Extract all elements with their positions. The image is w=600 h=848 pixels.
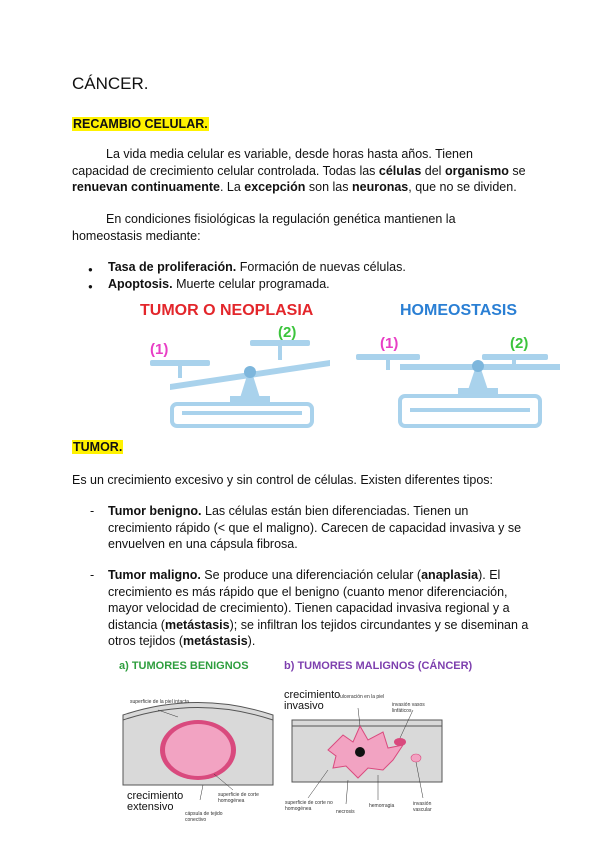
paragraph-homeostasis: En condiciones fisiológicas la regulación genética mantienen la homeostasis mediante: <box>72 212 456 243</box>
label-2-left: (2) <box>278 324 297 341</box>
bullet-list <box>88 259 406 292</box>
item-benigno: - Tumor benigno. Las células están bien diferenciadas. Tienen un crecimiento rápido (< que el maligno). Carecen de capacidad invasiva y se envuelven en una cápsula fibrosa. <box>90 504 522 551</box>
label-hemorrhage: hemorragia <box>369 803 395 809</box>
scales-drawing <box>110 298 560 433</box>
label-cut-nonhomogeneous: superficie de corte no homogénea <box>285 800 333 812</box>
page-title: CÁNCER. <box>72 74 149 93</box>
label-growth-invasive: crecimiento invasivo <box>284 689 341 712</box>
section-heading-tumor: TUMOR. <box>73 440 123 454</box>
label-lymph: invasión vasos linfáticos <box>392 702 425 714</box>
homeostasis-scale-title: HOMEOSTASIS <box>400 302 518 319</box>
paragraph-recambio: La vida media celular es variable, desde horas hasta años. Tienen capacidad de crecimiento celular controlada. Todas las células del organismo se renuevan continuamente. La excepción son las neuronas, que no se dividen. <box>72 147 526 194</box>
label-vascular: invasión vascular <box>413 801 432 813</box>
label-surface: superficie de la piel intacta <box>130 699 189 705</box>
tumor-scale-icon <box>150 340 330 426</box>
label-ulcer: ulceración en la piel <box>340 694 385 700</box>
label-capsule: cápsula de tejido conectivo <box>185 811 223 823</box>
list-item: ● Tasa de proliferación. Formación de nuevas células. <box>88 259 406 276</box>
label-1-left: (1) <box>150 341 169 358</box>
item-maligno: - Tumor maligno. Se produce una diferenciación celular (anaplasia). El crecimiento es más rápido que el benigno (cuanto menor diferenciación, mayor velocidad de crecimiento). Tienen capacidad invasiva regional y a distancia (metástasis); se infiltran los tejidos circundantes y se diseminan a otros tejidos (metástasis). <box>90 568 529 648</box>
section-heading-recambio: RECAMBIO CELULAR. <box>73 117 208 131</box>
caption-benignos: a) TUMORES BENIGNOS <box>119 660 249 672</box>
label-necrosis: necrosis <box>336 809 355 815</box>
paragraph-tumor-intro: Es un crecimiento excesivo y sin control de células. Existen diferentes tipos: <box>72 473 494 487</box>
caption-malignos: b) TUMORES MALIGNOS (CÁNCER) <box>284 660 473 672</box>
label-1-right: (1) <box>380 335 399 352</box>
label-growth-extensive: crecimiento extensivo <box>127 790 184 813</box>
list-item: ● Apoptosis. Muerte celular programada. <box>88 276 406 293</box>
balance-figure <box>110 298 560 433</box>
tumor-scale-title: TUMOR O NEOPLASIA <box>140 302 314 319</box>
label-2-right: (2) <box>510 335 529 352</box>
homeostasis-scale-icon <box>356 354 560 426</box>
label-cut-homogeneous: superficie de corte homogénea <box>218 792 259 804</box>
